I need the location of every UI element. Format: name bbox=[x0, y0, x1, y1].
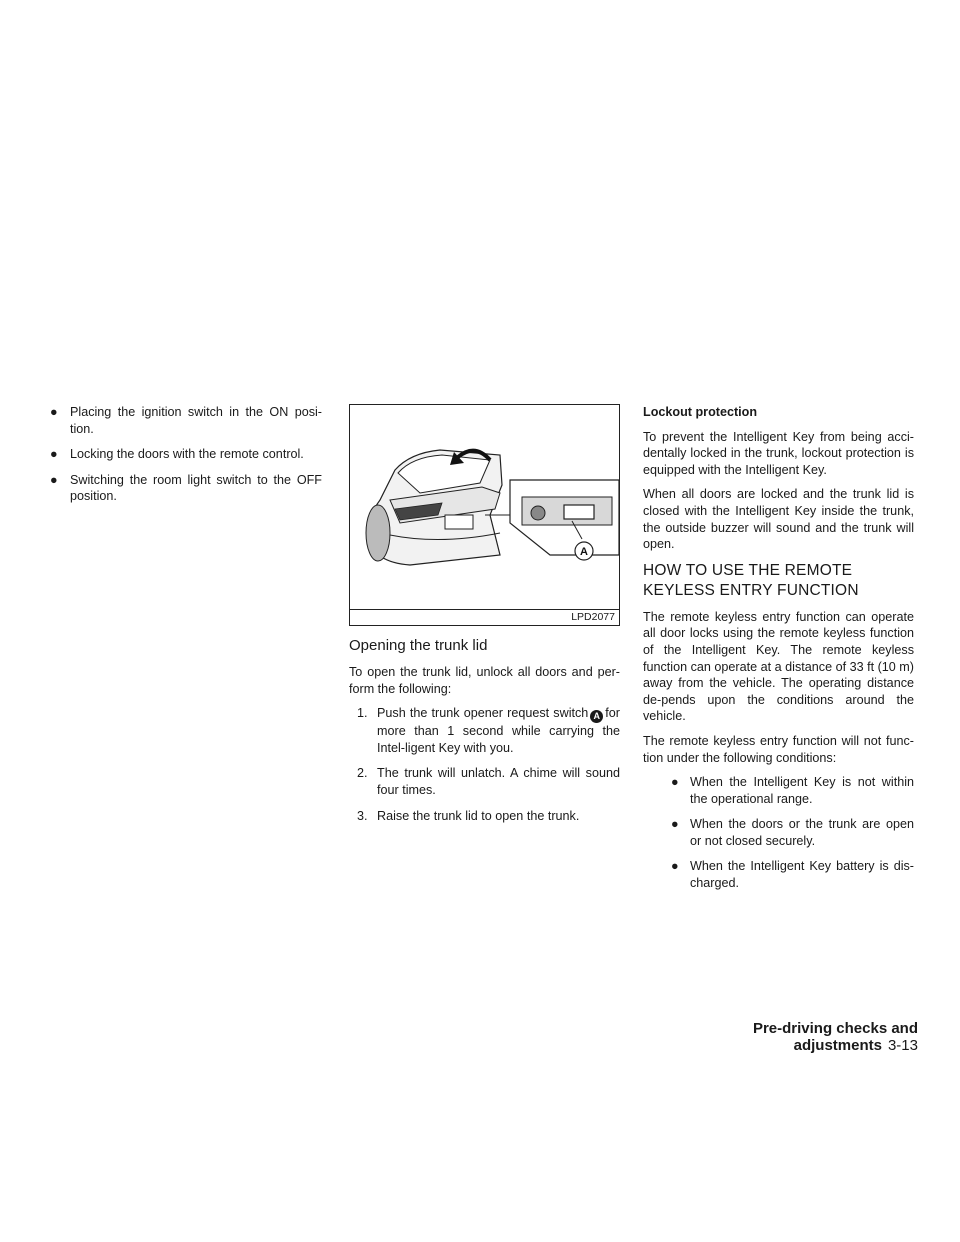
section-heading: Opening the trunk lid bbox=[349, 637, 488, 654]
section-title: Pre-driving checks and adjustments bbox=[752, 1020, 918, 1054]
callout-label: A bbox=[580, 546, 588, 558]
figure-divider bbox=[350, 609, 619, 610]
list-item-text: Placing the ignition switch in the ON posi-tion. bbox=[70, 405, 322, 436]
figure-code: LPD2077 bbox=[571, 611, 615, 623]
right-column bbox=[643, 404, 914, 901]
list-item-text: Switching the room light switch to the OFF position. bbox=[70, 472, 322, 504]
page-footer bbox=[643, 1020, 918, 1054]
left-column bbox=[50, 404, 322, 514]
step-number: 3. bbox=[357, 808, 368, 823]
bullet-mark: ● bbox=[671, 775, 679, 790]
car-rear-drawing bbox=[350, 405, 619, 610]
list-item-text: When the doors or the trunk are open or not closed securely. bbox=[690, 817, 914, 848]
step-text: Push the trunk opener request switch bbox=[377, 706, 589, 721]
heading-line: KEYLESS ENTRY FUNCTION bbox=[643, 581, 859, 599]
list-item bbox=[643, 858, 914, 891]
paragraph: To open the trunk lid, unlock all doors and per-form the following: bbox=[349, 665, 620, 696]
numbered-step bbox=[349, 705, 620, 756]
list-item bbox=[50, 446, 322, 463]
list-item bbox=[643, 774, 914, 807]
list-item bbox=[643, 816, 914, 849]
paragraph: To prevent the Intelligent Key from being acci-dentally locked in the trunk, lockout protection is equipped with the Intelligent Key. bbox=[643, 429, 914, 477]
callout-marker: A bbox=[590, 710, 603, 723]
step-text: The trunk will unlatch. A chime will sound four times. bbox=[377, 766, 620, 797]
list-item-text: When the Intelligent Key battery is dis-charged. bbox=[690, 859, 914, 891]
subsection-heading: Lockout protection bbox=[643, 405, 758, 419]
list-item bbox=[50, 404, 322, 437]
bullet-mark: ● bbox=[50, 405, 58, 419]
step-text: for more than 1 second while carrying the Intel-ligent Key with you. bbox=[377, 706, 620, 755]
list-item-text: Locking the doors with the remote control. bbox=[70, 447, 304, 462]
bullet-mark: ● bbox=[50, 472, 58, 487]
paragraph: When all doors are locked and the trunk lid is closed with the Intelligent Key inside the trunk, the outside buzzer will sound and the trunk will open. bbox=[643, 487, 914, 552]
numbered-step bbox=[349, 808, 620, 825]
bullet-mark: ● bbox=[50, 447, 58, 462]
middle-column bbox=[349, 404, 620, 833]
section-heading bbox=[643, 561, 914, 601]
list-item-text: When the Intelligent Key is not within the operational range. bbox=[690, 775, 914, 806]
bullet-mark: ● bbox=[671, 859, 679, 874]
step-number: 2. bbox=[357, 766, 368, 781]
heading-line: HOW TO USE THE REMOTE bbox=[643, 561, 853, 579]
paragraph: The remote keyless entry function can operate all door locks using the remote keyless function of the Intelligent Key. The remote keyless function can operate at a distance of 33 ft (10 m) away from the vehicle. The operating distance de-pends upon the conditions around the vehicle. bbox=[643, 609, 914, 724]
paragraph: The remote keyless entry function will not func-tion under the following conditions: bbox=[643, 733, 914, 765]
numbered-step bbox=[349, 765, 620, 798]
step-text: Raise the trunk lid to open the trunk. bbox=[377, 808, 580, 823]
trunk-illustration bbox=[349, 404, 620, 626]
page-number: 3-13 bbox=[887, 1037, 918, 1054]
step-number: 1. bbox=[357, 706, 368, 721]
bullet-mark: ● bbox=[671, 817, 679, 832]
list-item bbox=[50, 472, 322, 505]
